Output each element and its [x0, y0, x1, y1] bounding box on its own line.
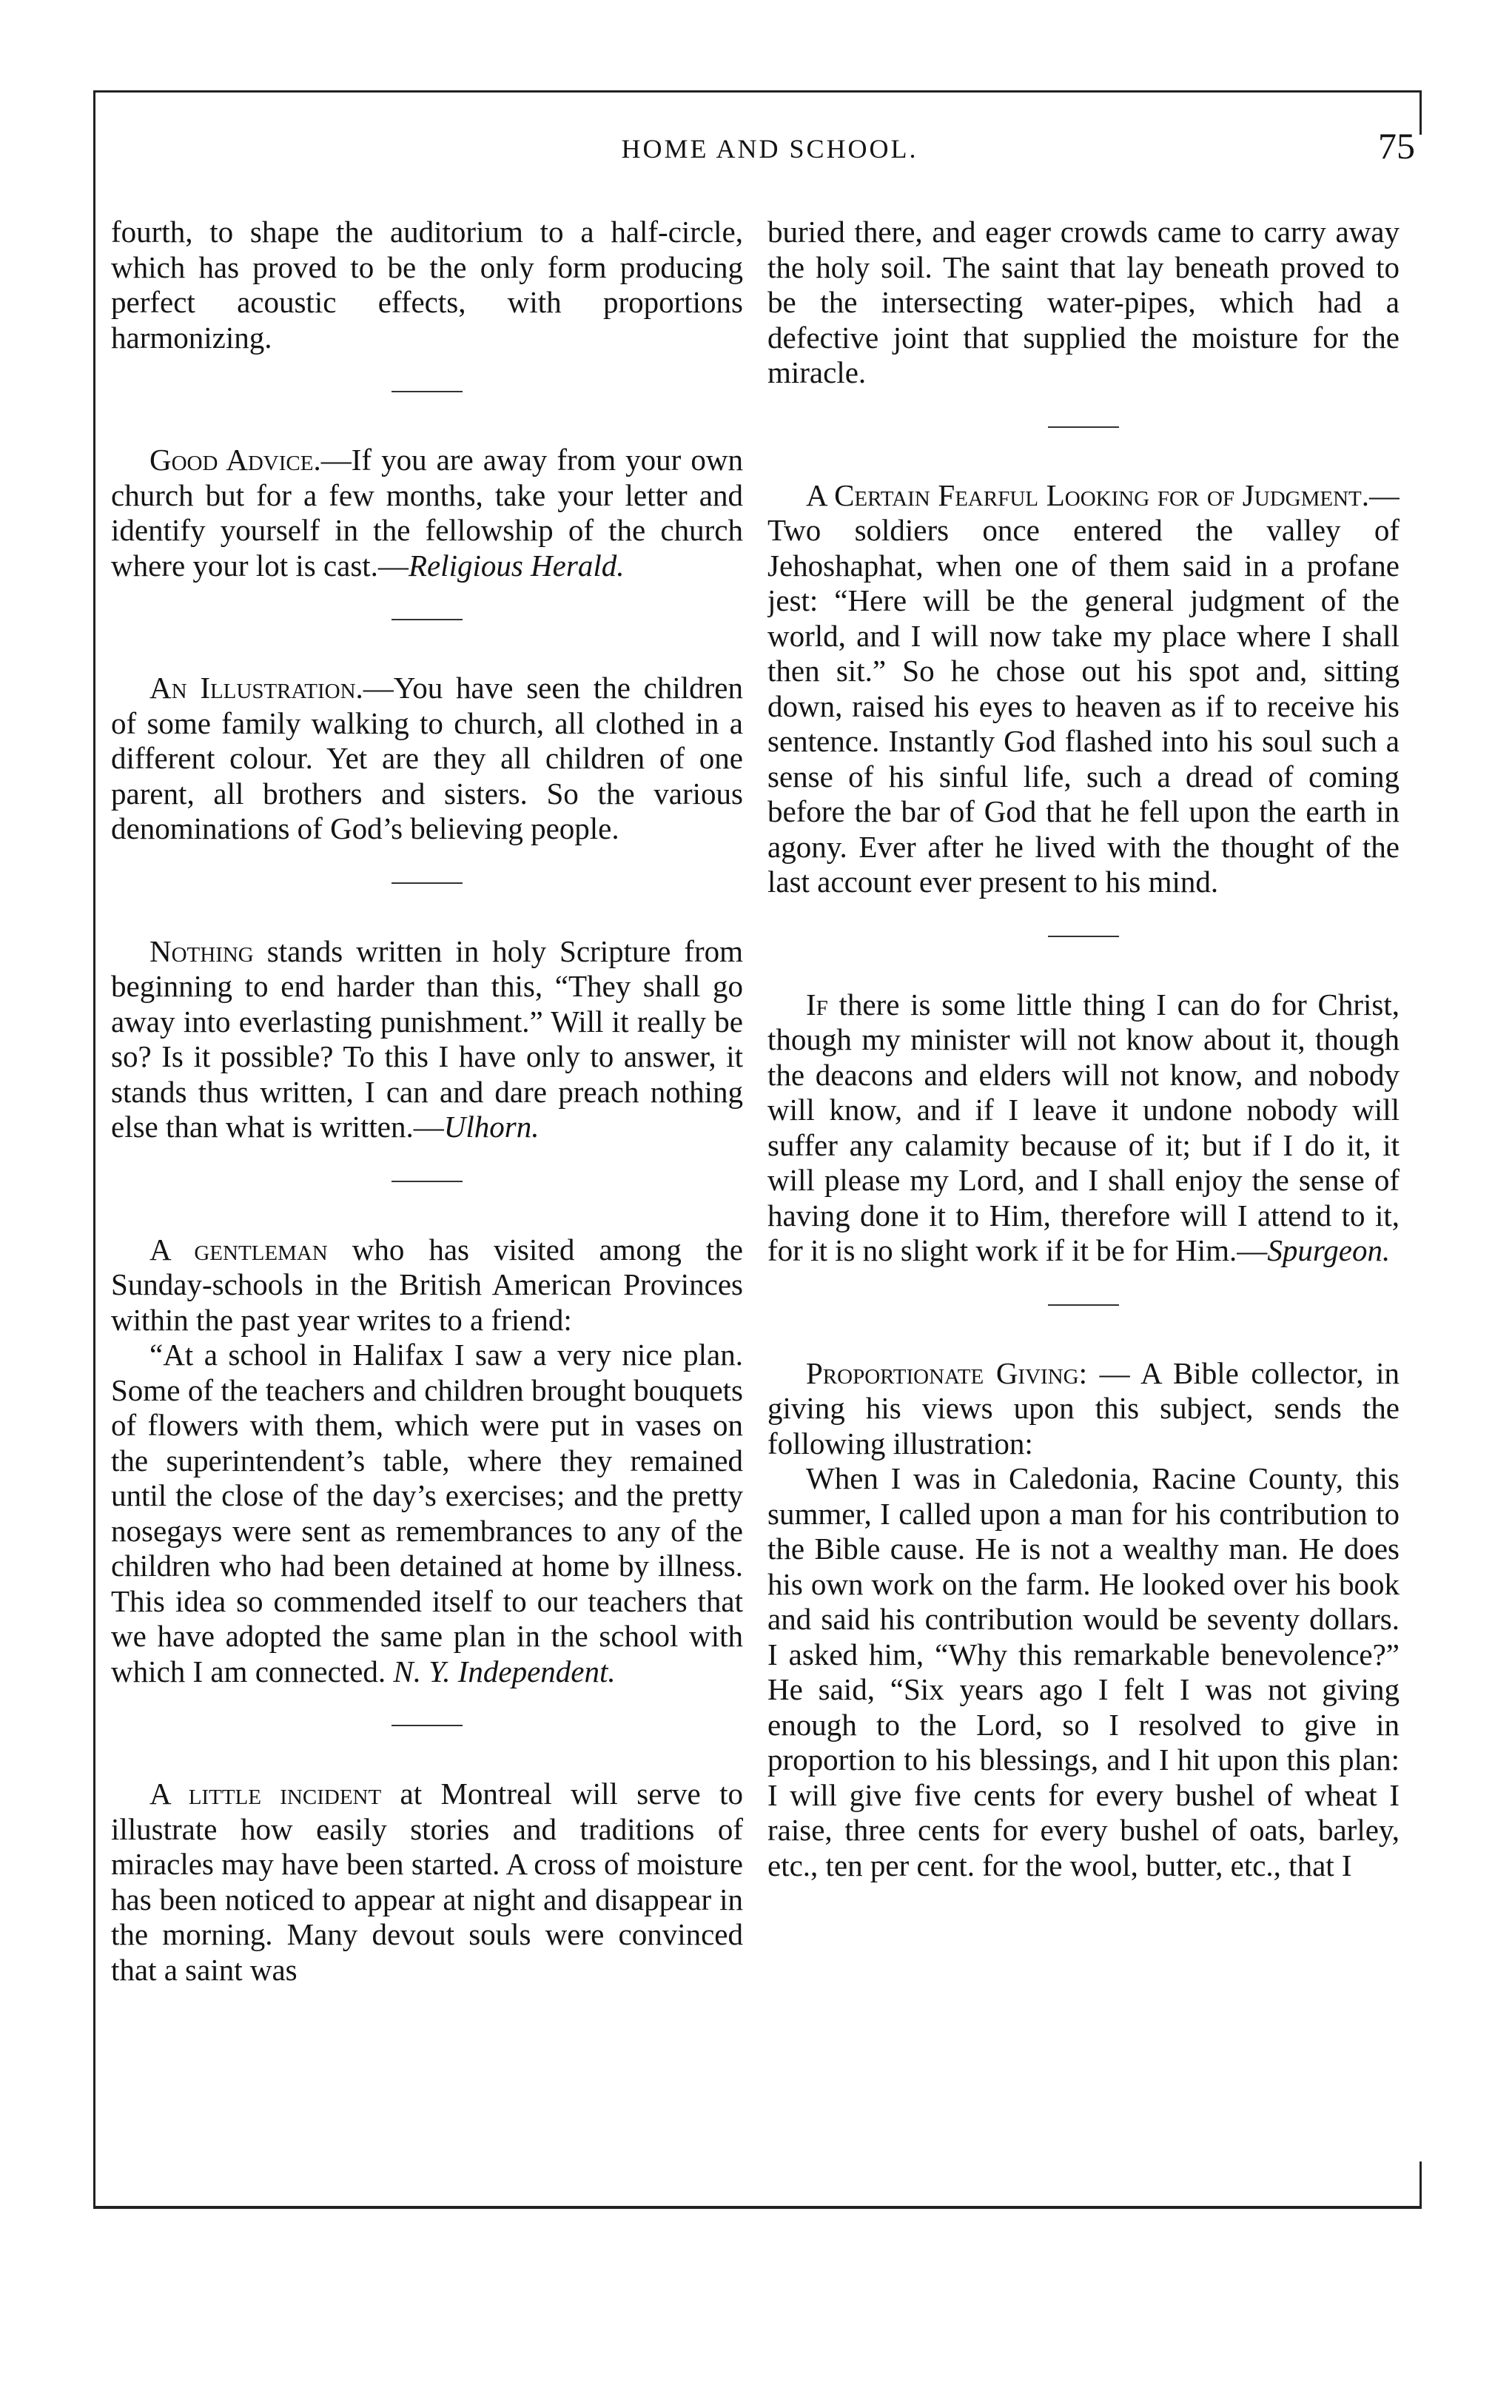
separator-rule	[392, 619, 463, 620]
text-good-advice: —If you are away from your own church but for a few months, take your letter and identify yourself in the fellowship of the church where your lot is cast.—	[111, 443, 743, 583]
left-border-rule	[93, 90, 95, 2207]
right-border-rule-top	[1419, 90, 1422, 135]
separator-rule	[392, 1725, 463, 1726]
paragraph-caledonia: When I was in Caledonia, Racine County, this summer, I called upon a man for his contribution to the Bible cause. He is not a wealthy man. He does his own work on the farm. He looked over his book and said his contribution would be seventy dollars. I asked him, “Why this remarkable benevolence?” He said, “Six years ago I felt I was not giving enough to the Lord, so I resolved to give in proportion to his blessings, and I hit upon this plan: I will give five cents for every bushel of wheat I raise, three cents for every bushel of oats, barley, etc., ten per cent. for the wool, butter, etc., that I	[767, 1461, 1400, 1882]
source-ny-independent: N. Y. Independent.	[393, 1654, 616, 1688]
text-gentleman: who has visited among the Sunday-schools in the British American Provinces within the past year writes to a friend:	[111, 1232, 743, 1337]
text-nothing: stands written in holy Scripture from beginning to end harder than this, “They shall go away into everlasting punishment.” Will it really be so? Is it possible? To this I have only to answer, it stands thus written, I can and dare preach nothing else than what is written.—	[111, 933, 743, 1144]
page-number: 75	[1378, 125, 1415, 167]
text-proportionate-giving: — A Bible collector, in giving his views upon this subject, sends the following illustration:	[767, 1355, 1400, 1460]
separator-rule	[392, 882, 463, 884]
heading-proportionate-giving: Proportionate Giving:	[806, 1355, 1087, 1390]
text-montreal: at Montreal will serve to illustrate how easily stories and traditions of miracles may have been started. A cross of moisture has been noticed to appear at night and disappear in the morning. Many devout souls were convinced that a saint was	[111, 1777, 743, 1987]
paragraph-fearful-looking	[767, 478, 1400, 900]
paragraph-auditorium: fourth, to shape the auditorium to a half-circle, which has proved to be the only form producing perfect acoustic effects, with proportions harmonizing.	[111, 215, 743, 355]
source-ulhorn: Ulhorn.	[443, 1110, 540, 1144]
right-border-rule-bottom	[1419, 2162, 1422, 2207]
top-border-rule	[93, 90, 1422, 93]
paragraph-illustration	[111, 671, 743, 847]
paragraph-halifax	[111, 1338, 743, 1689]
source-spurgeon: Spurgeon.	[1267, 1233, 1391, 1267]
paragraph-montreal	[111, 1777, 743, 1988]
paragraph-gentleman	[111, 1232, 743, 1338]
paragraph-buried-there: buried there, and eager crowds came to carry away the holy soil. The saint that lay beneath proved to be the intersecting water-pipes, which had a defective joint that supplied the moisture for the miracle.	[767, 215, 1400, 389]
right-column	[767, 215, 1400, 2199]
heading-little-incident: A little incident	[149, 1777, 382, 1811]
text-illustration: —You have seen the children of some family walking to church, all clothed in a different colour. Yet are they all children of one parent, all brothers and sisters. So the various denominations of God’s believing people.	[111, 671, 743, 845]
separator-rule	[1048, 426, 1119, 428]
left-column	[111, 215, 743, 2199]
heading-illustration: An Illustration.	[149, 671, 363, 705]
separator-rule	[392, 391, 463, 392]
paragraph-proportionate-giving	[767, 1356, 1400, 1462]
heading-gentleman: A gentleman	[149, 1232, 328, 1267]
running-head: HOME AND SCHOOL.	[621, 134, 918, 164]
heading-if: If	[806, 987, 828, 1022]
heading-good-advice: Good Advice.	[149, 443, 321, 477]
source-religious-herald: Religious Herald.	[408, 548, 625, 583]
paragraph-little-thing	[767, 987, 1400, 1269]
paragraph-good-advice	[111, 443, 743, 583]
separator-rule	[1048, 1304, 1119, 1306]
paragraph-nothing-stands-written	[111, 934, 743, 1145]
text-halifax: “At a school in Halifax I saw a very nice plan. Some of the teachers and children brought bouquets of flowers with them, which were put in vases on the superintendent’s table, where they remained until the close of the day’s exercises; and the pretty nosegays were sent as remembrances to any of the children who had been detained at home by illness. This idea so commended itself to our teachers that we have adopted the same plan in the school with which I am connected.	[111, 1338, 743, 1688]
heading-nothing: Nothing	[149, 933, 254, 968]
text-little-thing: there is some little thing I can do for Christ, though my minister will not know about it, though the deacons and elders will not know, and nobody will know, and if I leave it undone nobody will suffer any calamity because of it; but if I do it, it will please my Lord, and I shall enjoy the sense of having done it to Him, therefore will I attend to it, for it is no slight work if it be for Him.—	[767, 987, 1400, 1267]
separator-rule	[392, 1181, 463, 1182]
bottom-border-rule	[93, 2206, 1422, 2209]
separator-rule	[1048, 936, 1119, 937]
text-fearful-looking: —Two soldiers once entered the valley of Jehoshaphat, when one of them said in a profane jest: “Here will be the general judgment of the world, and I will now take my place where I shall then sit.” So he chose out his spot and, sitting down, raised his eyes to heaven as if to receive his sentence. Instantly God flashed into his soul such a sense of his sinful life, such a dread of coming before the bar of God that he fell upon the earth in agony. Ever after he lived with the thought of the last account ever present to his mind.	[767, 477, 1400, 899]
heading-fearful-looking: A Certain Fearful Looking for of Judgment.	[806, 477, 1369, 512]
